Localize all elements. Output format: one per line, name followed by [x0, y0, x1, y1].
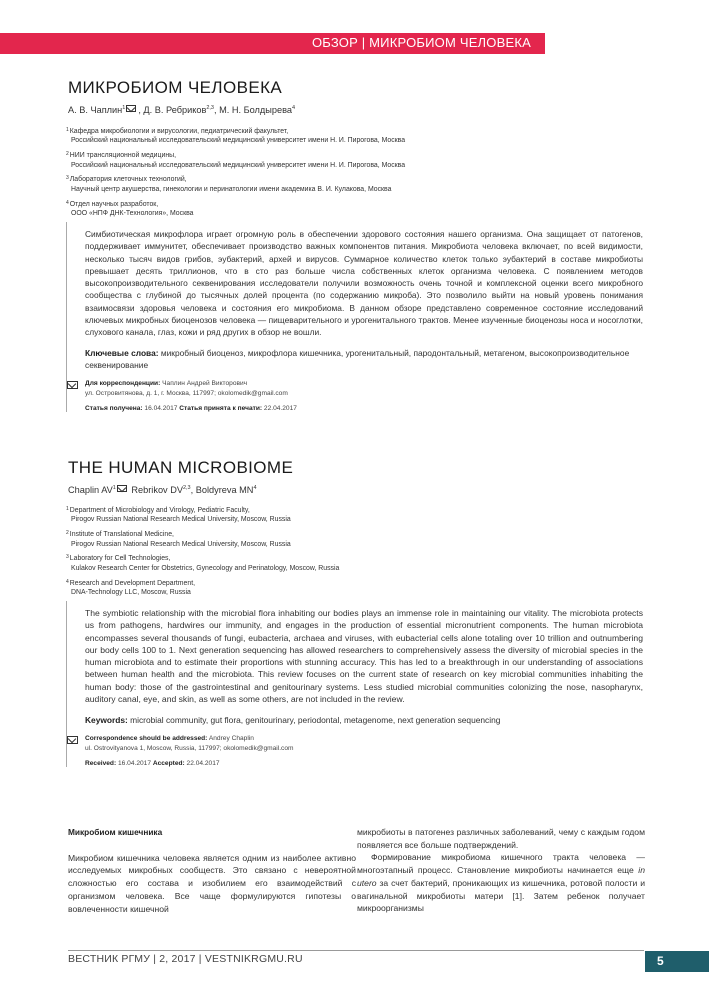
affiliation-item: $^3$Лаборатория клеточных технологий, Научный центр акушерства, гинекологии и перинатологии имени академика В. И. Кулакова, Москва	[66, 175, 392, 193]
envelope-icon	[126, 105, 136, 112]
affiliation-item: $^2$НИИ трансляционной медицины, Российский национальный исследовательский медицинский университет имени Н. И. Пирогова, Москва	[66, 151, 406, 169]
keywords-label: Ключевые слова:	[85, 348, 159, 359]
envelope-icon	[117, 485, 127, 492]
correspondence-ru: Для корреспонденции: Чаплин Андрей Викторович ул. Островитянова, д. 1, г. Москва, 117997; okolomedik@gmail.com	[85, 379, 643, 398]
abstract-en: The symbiotic relationship with the microbial flora inhabiting our bodies plays an immense role in maintaining our vitality. The microbiota protects us from pathogens, hardwires our immunity, and engages in the production of essential micronutrient components. The human microbiota encompasses several thousands of fungi, eubacteria, archaea and viruses, with eubacterial cells alone totaling over 10 trillion and outnumbering our body cells 100 to 1. Next generation sequencing has allowed researchers to comprehensively assess the diversity of microbial species in the human microbiota and to estimate their proportions with stunning accuracy. This has led to a breakthrough in our understanding of associations between human health and the microbiota. This review focuses on the current state of research on key microbial communities inhabiting the human body: those of the gastrointestinal and genitourinary systems. Less studied microbial communities colonizing the nose, nasopharynx, auditory canal, eye, and skin, as well as some others, are not included in the review.	[85, 608, 643, 705]
section-banner	[0, 33, 545, 54]
author-affil-num: 2,3	[206, 105, 214, 111]
affiliation-item: $^4$Отдел научных разработок, ООО «НПФ ДНК-Технология», Москва	[66, 199, 194, 218]
body-column-left	[68, 826, 356, 915]
author-affil-num: 2,3	[182, 485, 191, 491]
abstract-block-ru	[66, 222, 643, 412]
footer-divider	[68, 950, 644, 951]
abstract-block-en	[66, 601, 643, 767]
keywords-en: Keywords: microbial community, gut flora, genitourinary, periodontal, metagenome, next generation sequencing	[85, 715, 501, 726]
author-name: Rebrikov DV	[128, 485, 183, 496]
correspondence-address: ul. Ostrovityanova 1, Moscow, Russia, 117997; okolomedik@gmail.com	[85, 744, 294, 752]
body-paragraph: Микробиом кишечника человека является одним из наиболее активно исследуемых микробных сообществ. Это связано с невероятной сложностью его состава и изобилием его взаимодействий с организмом человека. Все чаще формулируются гипотезы о вовлеченности кишечной	[68, 852, 356, 914]
author-affil-num: 4	[291, 105, 296, 111]
affiliation-item: $^2$Institute of Translational Medicine, Pirogov Russian National Research Medical University, Moscow, Russia	[66, 530, 291, 548]
abstract-ru: Симбиотическая микрофлора играет огромную роль в обеспечении здорового состояния нашего организма. Она защищает от патогенов, поддерживает иммунитет, обеспечивает производство важных компонентов питания. Микробиота человека включает, по всей видимости, несколько тысяч видов грибов, эубактерий, архей и вирусов. Суммарное количество клеток только эубактерий в составе микробиоты превышает десять триллионов, что в сто раз больше числа собственных клеток организма человека. С появлением методов высокопроизводительного секвенирования исследователи получили возможность очень точной и комплексной оценки всего микробного сообщества с глубиной до тысячных долей процента (по содержанию микроба). Это позволило выйти на новый уровень понимания взаимосвязи здоровья человека и состояния его микробиома. В данном обзоре представлено современное состояние исследований ключевых микробных биоценозов человека — пищеварительного и урогенитального трактов. Менее изученные биоценозы носа и носоглотки, слухового канала, глаз, кожи и ряд других в обзор не вошли.	[85, 229, 643, 337]
keywords-ru: Ключевые слова: микробный биоценоз, микрофлора кишечника, урогенитальный, пародонтальный, метагеном, высокопроизводительное секвенирование	[85, 348, 630, 371]
page-number: 5	[645, 951, 709, 972]
section-banner-label: ОБЗОР | МИКРОБИОМ ЧЕЛОВЕКА	[311, 35, 531, 50]
authors-ru	[68, 105, 295, 115]
author-affil-num: 4	[253, 485, 257, 491]
author-name: , Boldyreva MN	[190, 485, 254, 496]
correspondence-address: ул. Островитянова, д. 1, г. Москва, 117997; okolomedik@gmail.com	[85, 389, 288, 397]
author-name: А. В. Чаплин	[68, 105, 123, 116]
keywords-label: Keywords:	[85, 715, 128, 726]
dates-ru: Статья получена: 16.04.2017 Статья принята к печати: 22.04.2017	[85, 405, 297, 413]
body-column-right	[357, 826, 645, 915]
article-title-en: THE HUMAN MICROBIOME	[68, 458, 294, 477]
affiliations-ru	[66, 126, 626, 223]
affiliation-item: $^4$Research and Development Department, DNA-Technology LLC, Moscow, Russia	[66, 578, 196, 597]
author-affil-num: 1	[122, 105, 126, 111]
correspondence-en: Correspondence should be addressed: Andrey Chaplin ul. Ostrovityanova 1, Moscow, Russia, 117997; okolomedik@gmail.com	[85, 734, 643, 753]
correspondence-label: Correspondence should be addressed:	[85, 735, 208, 743]
envelope-icon	[67, 736, 78, 744]
affiliations-en	[66, 505, 626, 602]
body-paragraph: микробиоты в патогенез различных заболеваний, чему с каждым годом появляется все больше подтверждений.	[357, 827, 645, 850]
correspondence-label: Для корреспонденции:	[85, 380, 161, 388]
affiliation-item: $^1$Кафедра микробиологии и вирусологии, педиатрический факультет, Российский национальный исследовательский медицинский университет имени Н. И. Пирогова, Москва	[66, 127, 406, 145]
affiliation-item: $^3$Laboratory for Cell Technologies, Kulakov Research Center for Obstetrics, Gynecology and Perinatology, Moscow, Russia	[66, 554, 340, 572]
author-affil-num: 1	[112, 485, 116, 491]
article-title-ru: МИКРОБИОМ ЧЕЛОВЕКА	[68, 78, 283, 97]
envelope-icon	[67, 381, 78, 389]
journal-footer: ВЕСТНИК РГМУ | 2, 2017 | VESTNIKRGMU.RU	[68, 953, 303, 965]
section-heading: Микробиом кишечника	[68, 827, 163, 837]
author-name: , Д. В. Ребриков	[138, 105, 207, 116]
dates-en: Received: 16.04.2017 Accepted: 22.04.2017	[85, 760, 220, 768]
author-name: Chaplin AV	[68, 485, 113, 496]
affiliation-item: $^1$Department of Microbiology and Virology, Pediatric Faculty, Pirogov Russian National Research Medical University, Moscow, Russia	[66, 506, 291, 524]
authors-en	[68, 485, 257, 495]
author-name: , М. Н. Болдырева	[213, 105, 292, 116]
body-paragraph: Формирование микробиома кишечного тракта человека — многоэтапный процесс. Становление микробиоты начинается еще in utero за счет бактерий, проникающих из кишечника, ротовой полости и вагинальной микробиоты матери [1]. Затем ребенок получает микроорганизмы	[357, 852, 645, 914]
